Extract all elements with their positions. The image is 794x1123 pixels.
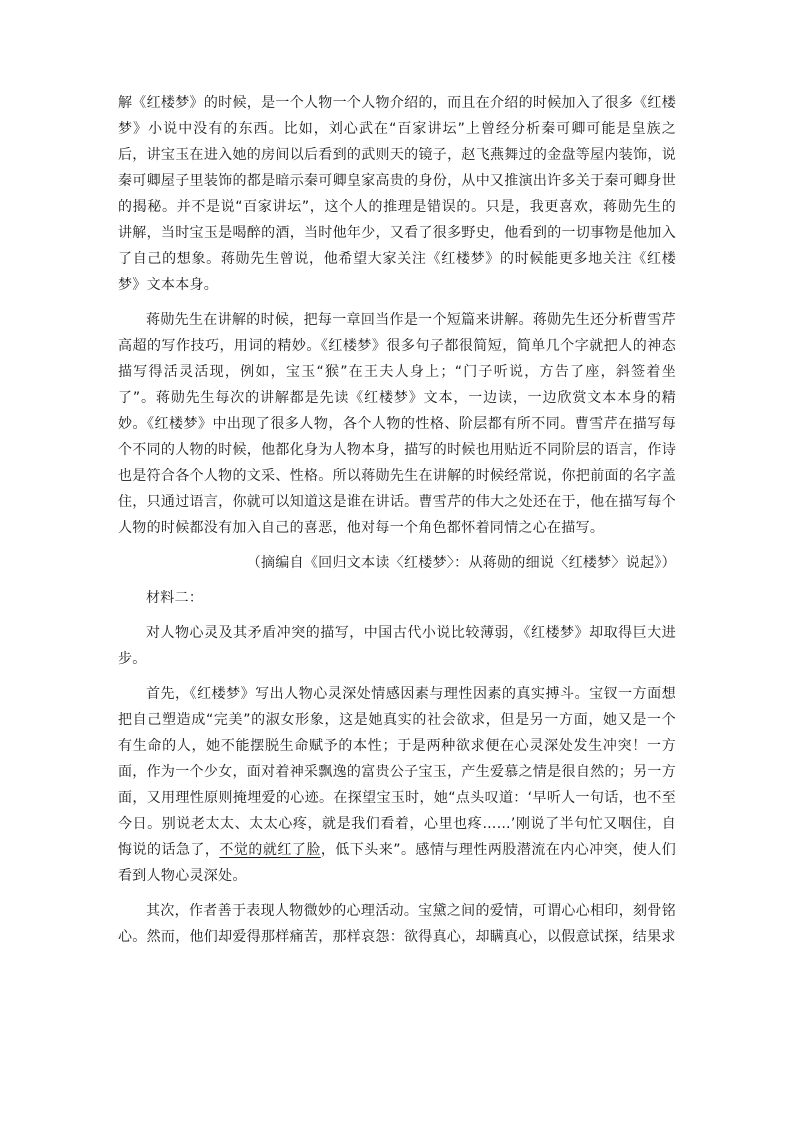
first-point-text-a: 首先，《红楼梦》写出人物心灵深处情感因素与理性因素的真实搏斗。宝钗一方面想把自己塑造成“完美”的淑女形象，这是她真实的社会欲求，但是另一方面，她又是一个有生命的人，她不能摆脱生命赋予的本性；于是两种欲求便在心灵深处发生冲突！一方面，作为一个少女，面对着神采飘逸的富贵公子宝玉，产生爱慕之情是很自然的；另一方面，又用理性原则掩埋爱的心迹。在探望宝玉时，她“点头叹道：‘早听人一句话，也不至今日。别说老太太、太太心疼，就是我们看着，心里也疼……’刚说了半句忙又咽住，自悔说的话急了， bbox=[118, 686, 676, 858]
document-page bbox=[118, 90, 676, 959]
source-citation: （摘编自《回归文本读〈红楼梦〉：从蒋勋的细说〈红楼梦〉说起》） bbox=[246, 555, 676, 571]
material-two-label: 材料二： bbox=[146, 590, 204, 606]
underlined-phrase: 不觉的就红了脸 bbox=[219, 842, 321, 858]
paragraph-jiang-xun-method: 蒋勋先生在讲解的时候，把每一章回当作是一个短篇来讲解。蒋勋先生还分析曹雪芹高超的写作技巧，用词的精妙。《红楼梦》很多句子都很简短，简单几个字就把人的神态描写得活灵活现，例如，宝玉“猴”在王夫人身上；“门子听说，方告了座，斜签着坐了”。蒋勋先生每次的讲解都是先读《红楼梦》文本，一边读，一边欣赏文本本身的精妙。《红楼梦》中出现了很多人物，各个人物的性格、阶层都有所不同。曹雪芹在描写每个不同的人物的时候，他都化身为人物本身，描写的时候也用贴近不同阶层的语言，作诗也是符合各个人物的文采、性格。所以蒋勋先生在讲解的时候经常说，你把前面的名字盖住，只通过语言，你就可以知道这是谁在讲话。曹雪芹的伟大之处还在于，他在描写每个人物的时候都没有加入自己的喜恶，他对每一个角色都怀着同情之心在描写。 bbox=[118, 312, 676, 536]
paragraph-second-point: 其次，作者善于表现人物微妙的心理活动。宝黛之间的爱情，可谓心心相印，刻骨铭心。然而，他们却爱得那样痛苦，那样哀怨：欲得真心，却瞒真心，以假意试探，结果求 bbox=[118, 903, 676, 945]
first-point-text-b: ，低下头来”。感情与理性两股潜流在内心冲突，使人们看到人物心灵深处。 bbox=[118, 842, 676, 884]
paragraph-continuation: 解《红楼梦》的时候，是一个人物一个人物介绍的，而且在介绍的时候加入了很多《红楼梦》小说中没有的东西。比如，刘心武在“百家讲坛”上曾经分析秦可卿可能是皇族之后，讲宝玉在进入她的房间以后看到的武则天的镜子，赵飞燕舞过的金盘等屋内装饰，说秦可卿屋子里装饰的都是暗示秦可卿皇家高贵的身份，从中又推演出许多关于秦可卿身世的揭秘。并不是说“百家讲坛”，这个人的推理是错误的。只是，我更喜欢，蒋勋先生的讲解，当时宝玉是喝醉的酒，当时他年少，又看了很多野史，他看到的一切事物是他加入了自己的想象。蒋勋先生曾说，他希望大家关注《红楼梦》的时候能更多地关注《红楼梦》文本本身。 bbox=[118, 95, 676, 293]
paragraph-intro-material-two: 对人物心灵及其矛盾冲突的描写，中国古代小说比较薄弱，《红楼梦》却取得巨大进步。 bbox=[118, 625, 676, 667]
paragraph-first-point bbox=[118, 681, 676, 889]
